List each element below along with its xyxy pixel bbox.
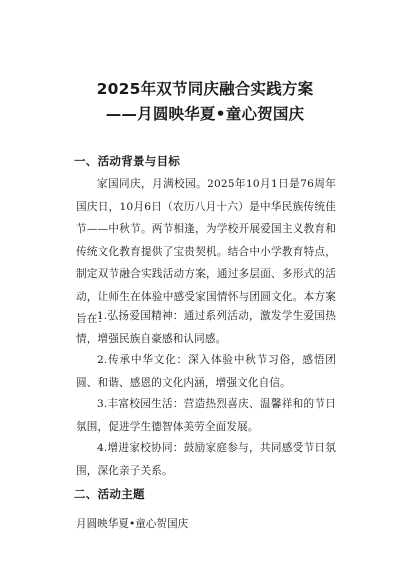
document-title: 2025年双节同庆融合实践方案 xyxy=(96,80,314,98)
goal-item-2: 2.传承中华文化：深入体验中秋节习俗，感悟团圆、和谐、感恩的文化内涵，增强文化自信。 xyxy=(76,354,336,389)
goal-item-1: 1.弘扬爱国精神：通过系列活动，激发学生爱国热情，增强民族自豪感和认同感。 xyxy=(76,310,336,345)
document-subtitle: ——月圆映华夏•童心贺国庆 xyxy=(105,105,305,123)
section-heading-theme: 二、活动主题 xyxy=(74,487,145,501)
theme-text: 月圆映华夏•童心贺国庆 xyxy=(76,518,189,530)
goal-item-4: 4.增进家校协同：鼓励家庭参与，共同感受节日氛围，深化亲子关系。 xyxy=(76,442,336,477)
intro-paragraph: 家国同庆，月满校园。2025年10月1日是76周年国庆日，10月6日（农历八月十六）是中华民族传统佳节——中秋节。两节相逢，为学校开展爱国主义教育和传统文化教育提供了宝贵契机。结合中小学教育特点，制定双节融合实践活动方案，通过多层面、多形式的活动，让师生在体验中感受家国情怀与团圆文化。本方案旨在： xyxy=(76,178,336,325)
goal-item-3: 3.丰富校园生活：营造热烈喜庆、温馨祥和的节日氛围，促进学生德智体美劳全面发展。 xyxy=(76,398,336,433)
section-heading-background: 一、活动背景与目标 xyxy=(74,154,181,168)
